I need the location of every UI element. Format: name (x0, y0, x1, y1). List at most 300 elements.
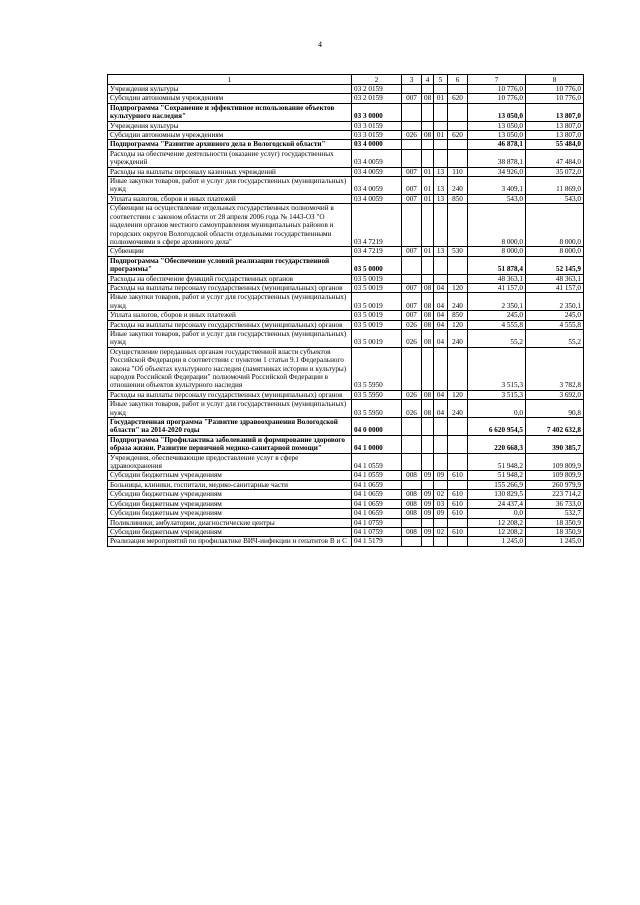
cell-value-2015: 13 050,0 (468, 131, 526, 140)
cell-kosgu (448, 103, 468, 121)
cell-name: Субсидии бюджетным учреждениям (108, 471, 352, 480)
cell-pr: 04 (434, 329, 448, 347)
cell-value-2016: 11 869,0 (526, 177, 584, 195)
cell-vr: 007 (402, 94, 422, 103)
cell-value-2015: 24 437,4 (468, 499, 526, 508)
cell-value-2015: 220 668,3 (468, 435, 526, 453)
cell-rz (422, 537, 434, 546)
cell-vr: 008 (402, 471, 422, 480)
cell-name: Субсидии бюджетным учреждениям (108, 527, 352, 536)
cell-code: 04 0 0000 (352, 418, 402, 436)
table-row (108, 518, 584, 527)
cell-name: Субсидии бюджетным учреждениям (108, 509, 352, 518)
cell-value-2016: 2 350,1 (526, 293, 584, 311)
cell-value-2015: 2 350,1 (468, 293, 526, 311)
header-cell: 2 (352, 75, 402, 85)
cell-name: Иные закупки товаров, работ и услуг для государственных (муниципальных) нужд (108, 177, 352, 195)
cell-vr (402, 480, 422, 489)
cell-value-2016: 18 350,9 (526, 527, 584, 536)
cell-value-2016: 109 809,9 (526, 453, 584, 471)
cell-pr (434, 149, 448, 167)
table-row (108, 85, 584, 94)
cell-value-2015: 155 266,9 (468, 480, 526, 489)
cell-value-2016: 18 350,9 (526, 518, 584, 527)
cell-code: 04 1 0559 (352, 453, 402, 471)
cell-value-2015: 245,0 (468, 311, 526, 320)
cell-value-2016: 55 484,0 (526, 140, 584, 149)
cell-name: Государственная программа "Развитие здравоохранения Вологодской области" на 2014-2020 годы (108, 418, 352, 436)
cell-pr: 13 (434, 194, 448, 203)
cell-value-2015: 0,0 (468, 509, 526, 518)
table-row (108, 131, 584, 140)
cell-vr (402, 85, 422, 94)
table-row (108, 435, 584, 453)
header-cell: 7 (468, 75, 526, 85)
cell-kosgu (448, 480, 468, 489)
cell-rz (422, 347, 434, 390)
cell-code: 03 5 5950 (352, 347, 402, 390)
cell-kosgu: 620 (448, 94, 468, 103)
cell-vr (402, 435, 422, 453)
cell-pr: 02 (434, 527, 448, 536)
cell-value-2016: 543,0 (526, 194, 584, 203)
cell-code: 03 5 0019 (352, 293, 402, 311)
cell-value-2015: 13 050,0 (468, 103, 526, 121)
cell-name: Субвенции на осуществление отдельных государственных полномочий в соответствии с законом области от 28 апреля 2006 года № 1443-ОЗ "О наделении органов местного самоуправления муниципальных районов и городских округов Вологодской области отдельными государственными полномочиями в сфере архивного дела" (108, 204, 352, 247)
cell-pr: 04 (434, 320, 448, 329)
cell-code: 04 1 0000 (352, 435, 402, 453)
cell-code: 03 5 0000 (352, 256, 402, 274)
budget-table (107, 74, 584, 547)
cell-pr: 13 (434, 177, 448, 195)
cell-pr: 13 (434, 247, 448, 256)
cell-name: Подпрограмма "Развитие архивного дела в Вологодской области" (108, 140, 352, 149)
cell-vr (402, 149, 422, 167)
cell-vr (402, 204, 422, 247)
cell-kosgu (448, 518, 468, 527)
cell-value-2016: 13 807,0 (526, 121, 584, 130)
cell-kosgu: 110 (448, 167, 468, 176)
cell-pr (434, 453, 448, 471)
cell-rz: 08 (422, 94, 434, 103)
cell-value-2016: 109 809,9 (526, 471, 584, 480)
table-header-row (108, 75, 584, 85)
table-row (108, 453, 584, 471)
cell-vr (402, 274, 422, 283)
cell-value-2015: 12 208,2 (468, 518, 526, 527)
cell-pr: 09 (434, 509, 448, 518)
cell-name: Расходы на обеспечение деятельности (оказание услуг) государственных учреждений (108, 149, 352, 167)
cell-rz (422, 435, 434, 453)
cell-vr (402, 518, 422, 527)
cell-vr: 007 (402, 247, 422, 256)
cell-kosgu (448, 149, 468, 167)
cell-kosgu (448, 274, 468, 283)
cell-pr: 02 (434, 490, 448, 499)
table-row (108, 499, 584, 508)
table-row (108, 103, 584, 121)
cell-value-2016: 223 714,2 (526, 490, 584, 499)
cell-value-2016: 532,7 (526, 509, 584, 518)
cell-value-2015: 8 000,0 (468, 204, 526, 247)
cell-rz: 09 (422, 499, 434, 508)
cell-code: 03 3 0159 (352, 121, 402, 130)
cell-vr (402, 537, 422, 546)
cell-code: 03 2 0159 (352, 94, 402, 103)
cell-kosgu (448, 453, 468, 471)
cell-value-2015: 3 409,1 (468, 177, 526, 195)
cell-rz (422, 149, 434, 167)
cell-value-2016: 3 782,8 (526, 347, 584, 390)
cell-name: Расходы на выплаты персоналу казенных учреждений (108, 167, 352, 176)
cell-vr (402, 453, 422, 471)
cell-rz (422, 204, 434, 247)
cell-value-2015: 51 948,2 (468, 471, 526, 480)
cell-name: Учреждения, обеспечивающие предоставление услуг в сфере здравоохранения (108, 453, 352, 471)
cell-value-2015: 10 776,0 (468, 94, 526, 103)
cell-pr (434, 204, 448, 247)
cell-value-2015: 3 515,3 (468, 390, 526, 399)
cell-kosgu: 240 (448, 400, 468, 418)
cell-code: 03 2 0159 (352, 85, 402, 94)
cell-value-2016: 1 245,0 (526, 537, 584, 546)
cell-value-2015: 6 620 954,5 (468, 418, 526, 436)
cell-rz: 08 (422, 293, 434, 311)
cell-value-2015: 130 829,5 (468, 490, 526, 499)
cell-name: Иные закупки товаров, работ и услуг для государственных (муниципальных) нужд (108, 293, 352, 311)
cell-value-2016: 8 000,0 (526, 247, 584, 256)
cell-code: 03 4 7219 (352, 247, 402, 256)
table-row (108, 471, 584, 480)
cell-kosgu: 850 (448, 194, 468, 203)
cell-vr: 008 (402, 490, 422, 499)
cell-vr: 008 (402, 509, 422, 518)
cell-code: 04 1 0659 (352, 490, 402, 499)
cell-code: 03 4 0059 (352, 167, 402, 176)
cell-pr: 04 (434, 311, 448, 320)
cell-value-2015: 34 926,0 (468, 167, 526, 176)
cell-pr (434, 103, 448, 121)
header-cell: 3 (402, 75, 422, 85)
cell-value-2016: 35 072,0 (526, 167, 584, 176)
cell-pr: 09 (434, 471, 448, 480)
cell-code: 04 1 5179 (352, 537, 402, 546)
cell-kosgu (448, 537, 468, 546)
cell-rz: 08 (422, 283, 434, 292)
header-cell: 8 (526, 75, 584, 85)
cell-vr: 007 (402, 283, 422, 292)
cell-kosgu (448, 435, 468, 453)
cell-code: 03 4 0059 (352, 149, 402, 167)
cell-value-2016: 55,2 (526, 329, 584, 347)
table-row (108, 320, 584, 329)
cell-name: Субсидии бюджетным учреждениям (108, 490, 352, 499)
cell-kosgu: 610 (448, 509, 468, 518)
cell-pr: 04 (434, 390, 448, 399)
cell-pr (434, 140, 448, 149)
cell-pr (434, 418, 448, 436)
cell-code: 03 5 0019 (352, 283, 402, 292)
cell-name: Субсидии бюджетным учреждениям (108, 499, 352, 508)
cell-rz: 08 (422, 329, 434, 347)
cell-name: Осуществление переданных органам государственной власти субъектов Российской Федерации в соответствии с пунктом 1 статьи 9.1 Федерального закона "Об объектах культурного наследия (памятниках истории и культуры) народов Российской Федерации" полномочий Российской Федерации в отношении объектов культурного наследия (108, 347, 352, 390)
cell-pr: 03 (434, 499, 448, 508)
cell-value-2015: 48 363,1 (468, 274, 526, 283)
cell-rz: 08 (422, 131, 434, 140)
cell-rz: 01 (422, 167, 434, 176)
cell-code: 03 3 0159 (352, 131, 402, 140)
cell-kosgu: 120 (448, 390, 468, 399)
cell-code: 04 1 0559 (352, 471, 402, 480)
cell-rz (422, 103, 434, 121)
cell-pr (434, 256, 448, 274)
cell-value-2015: 46 878,1 (468, 140, 526, 149)
cell-pr (434, 347, 448, 390)
cell-kosgu: 240 (448, 293, 468, 311)
cell-value-2016: 245,0 (526, 311, 584, 320)
cell-value-2015: 12 208,2 (468, 527, 526, 536)
cell-vr (402, 140, 422, 149)
cell-rz: 09 (422, 527, 434, 536)
cell-value-2015: 55,2 (468, 329, 526, 347)
cell-name: Расходы на выплаты персоналу государственных (муниципальных) органов (108, 390, 352, 399)
cell-kosgu: 610 (448, 471, 468, 480)
cell-value-2016: 48 363,1 (526, 274, 584, 283)
cell-pr: 04 (434, 283, 448, 292)
cell-code: 03 5 0019 (352, 311, 402, 320)
cell-rz: 09 (422, 490, 434, 499)
cell-kosgu: 610 (448, 490, 468, 499)
cell-code: 03 3 0000 (352, 103, 402, 121)
cell-rz: 08 (422, 311, 434, 320)
table-row (108, 256, 584, 274)
cell-rz: 01 (422, 247, 434, 256)
cell-vr (402, 347, 422, 390)
cell-code: 03 5 0019 (352, 320, 402, 329)
cell-value-2016: 13 807,0 (526, 131, 584, 140)
cell-kosgu: 610 (448, 527, 468, 536)
cell-value-2015: 0,0 (468, 400, 526, 418)
table-row (108, 311, 584, 320)
cell-name: Расходы на обеспечение функций государственных органов (108, 274, 352, 283)
cell-vr (402, 121, 422, 130)
table-row (108, 390, 584, 399)
cell-code: 04 1 0759 (352, 527, 402, 536)
cell-kosgu: 610 (448, 499, 468, 508)
cell-rz (422, 518, 434, 527)
table-row (108, 509, 584, 518)
cell-code: 03 5 5950 (352, 390, 402, 399)
cell-value-2016: 10 776,0 (526, 85, 584, 94)
cell-rz: 08 (422, 320, 434, 329)
cell-value-2015: 51 878,4 (468, 256, 526, 274)
cell-vr (402, 103, 422, 121)
cell-kosgu (448, 85, 468, 94)
header-cell: 4 (422, 75, 434, 85)
cell-value-2015: 1 245,0 (468, 537, 526, 546)
table-row (108, 537, 584, 546)
cell-rz (422, 140, 434, 149)
cell-name: Больницы, клиники, госпитали, медико-санитарные части (108, 480, 352, 489)
cell-code: 04 1 0759 (352, 518, 402, 527)
cell-kosgu: 120 (448, 283, 468, 292)
cell-vr: 007 (402, 177, 422, 195)
cell-value-2015: 10 776,0 (468, 85, 526, 94)
cell-rz (422, 274, 434, 283)
cell-pr (434, 480, 448, 489)
table-row (108, 140, 584, 149)
cell-name: Подпрограмма "Профилактика заболеваний и формирование здорового образа жизни. Развитие первичной медико-санитарной помощи" (108, 435, 352, 453)
cell-name: Уплата налогов, сборов и иных платежей (108, 311, 352, 320)
cell-pr: 04 (434, 400, 448, 418)
cell-name: Субсидии автономным учреждениям (108, 94, 352, 103)
cell-value-2016: 52 145,9 (526, 256, 584, 274)
cell-vr: 007 (402, 194, 422, 203)
cell-vr: 007 (402, 167, 422, 176)
cell-name: Подпрограмма "Обеспечение условий реализации государственной программы" (108, 256, 352, 274)
cell-rz: 08 (422, 390, 434, 399)
cell-kosgu (448, 347, 468, 390)
table-row (108, 149, 584, 167)
table-row (108, 527, 584, 536)
cell-code: 03 4 0000 (352, 140, 402, 149)
table-row (108, 329, 584, 347)
cell-code: 03 5 5950 (352, 400, 402, 418)
cell-value-2015: 41 157,0 (468, 283, 526, 292)
cell-kosgu: 850 (448, 311, 468, 320)
cell-rz (422, 418, 434, 436)
cell-vr: 008 (402, 499, 422, 508)
header-cell: 5 (434, 75, 448, 85)
cell-vr: 007 (402, 311, 422, 320)
cell-name: Иные закупки товаров, работ и услуг для государственных (муниципальных) нужд (108, 329, 352, 347)
table-row (108, 194, 584, 203)
cell-kosgu: 240 (448, 177, 468, 195)
cell-value-2016: 3 692,0 (526, 390, 584, 399)
cell-rz: 01 (422, 194, 434, 203)
cell-name: Расходы на выплаты персоналу государственных (муниципальных) органов (108, 283, 352, 292)
cell-value-2016: 36 733,0 (526, 499, 584, 508)
cell-pr (434, 537, 448, 546)
table-row (108, 121, 584, 130)
cell-name: Подпрограмма "Сохранение и эффективное использование объектов культурного наследия" (108, 103, 352, 121)
cell-pr (434, 435, 448, 453)
header-cell: 1 (108, 75, 352, 85)
cell-kosgu (448, 204, 468, 247)
cell-vr (402, 418, 422, 436)
table-row (108, 293, 584, 311)
cell-kosgu: 240 (448, 329, 468, 347)
cell-value-2015: 38 878,1 (468, 149, 526, 167)
cell-rz: 09 (422, 509, 434, 518)
cell-rz (422, 85, 434, 94)
cell-code: 04 1 0659 (352, 480, 402, 489)
cell-name: Субвенции (108, 247, 352, 256)
cell-value-2016: 390 385,7 (526, 435, 584, 453)
cell-name: Учреждения культуры (108, 85, 352, 94)
table-row (108, 167, 584, 176)
cell-pr: 13 (434, 167, 448, 176)
cell-value-2015: 13 050,0 (468, 121, 526, 130)
cell-code: 04 1 0659 (352, 499, 402, 508)
cell-rz: 08 (422, 400, 434, 418)
table-row (108, 283, 584, 292)
cell-kosgu: 620 (448, 131, 468, 140)
cell-vr: 026 (402, 320, 422, 329)
table-row (108, 274, 584, 283)
table-row (108, 177, 584, 195)
cell-rz (422, 480, 434, 489)
header-cell: 6 (448, 75, 468, 85)
cell-code: 03 5 0019 (352, 329, 402, 347)
table-row (108, 347, 584, 390)
cell-kosgu (448, 140, 468, 149)
cell-code: 03 4 7219 (352, 204, 402, 247)
table-row (108, 247, 584, 256)
cell-pr (434, 85, 448, 94)
cell-kosgu (448, 121, 468, 130)
cell-vr: 008 (402, 527, 422, 536)
cell-value-2016: 47 484,0 (526, 149, 584, 167)
cell-vr: 026 (402, 390, 422, 399)
cell-pr (434, 274, 448, 283)
cell-value-2016: 13 807,0 (526, 103, 584, 121)
table-row (108, 490, 584, 499)
cell-vr: 026 (402, 400, 422, 418)
cell-value-2015: 51 948,2 (468, 453, 526, 471)
cell-kosgu: 530 (448, 247, 468, 256)
cell-code: 03 4 0059 (352, 194, 402, 203)
cell-value-2015: 8 000,0 (468, 247, 526, 256)
cell-kosgu (448, 418, 468, 436)
cell-pr: 01 (434, 94, 448, 103)
cell-value-2016: 90,8 (526, 400, 584, 418)
cell-name: Субсидии автономным учреждениям (108, 131, 352, 140)
cell-rz (422, 256, 434, 274)
cell-vr: 007 (402, 293, 422, 311)
cell-rz (422, 453, 434, 471)
table-row (108, 480, 584, 489)
table-row (108, 418, 584, 436)
cell-vr: 026 (402, 131, 422, 140)
cell-code: 03 4 0059 (352, 177, 402, 195)
cell-kosgu (448, 256, 468, 274)
cell-value-2016: 8 000,0 (526, 204, 584, 247)
cell-code: 03 5 0019 (352, 274, 402, 283)
cell-name: Учреждения культуры (108, 121, 352, 130)
table-row (108, 204, 584, 247)
cell-pr (434, 518, 448, 527)
cell-value-2016: 10 776,0 (526, 94, 584, 103)
table-row (108, 94, 584, 103)
cell-value-2015: 543,0 (468, 194, 526, 203)
cell-name: Поликлиники, амбулатории, диагностические центры (108, 518, 352, 527)
cell-kosgu: 120 (448, 320, 468, 329)
cell-value-2016: 41 157,0 (526, 283, 584, 292)
cell-rz: 09 (422, 471, 434, 480)
cell-value-2015: 4 555,8 (468, 320, 526, 329)
cell-rz: 01 (422, 177, 434, 195)
cell-value-2015: 3 515,3 (468, 347, 526, 390)
table-row (108, 400, 584, 418)
cell-value-2016: 7 402 632,8 (526, 418, 584, 436)
page-number: 4 (318, 40, 322, 49)
cell-name: Уплата налогов, сборов и иных платежей (108, 194, 352, 203)
cell-name: Расходы на выплаты персоналу государственных (муниципальных) органов (108, 320, 352, 329)
cell-pr (434, 121, 448, 130)
cell-name: Реализация мероприятий по профилактике ВИЧ-инфекции и гепатитов B и C (108, 537, 352, 546)
cell-code: 04 1 0659 (352, 509, 402, 518)
